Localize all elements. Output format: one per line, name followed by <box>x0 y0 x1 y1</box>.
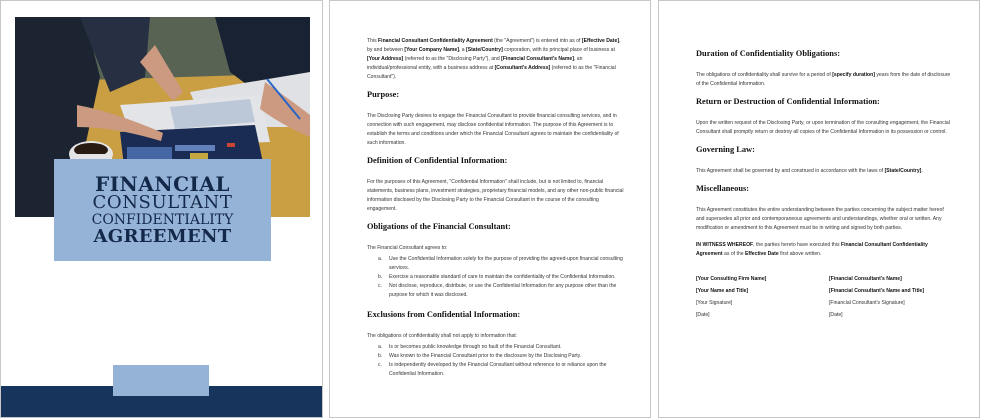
heading-obligations: Obligations of the Financial Consultant: <box>367 222 511 231</box>
cover-title-line-4: AGREEMENT <box>93 226 232 247</box>
sig-left-name-title: [Your Name and Title] <box>696 288 749 294</box>
obligations-intro: The Financial Consultant agrees to: <box>367 245 448 251</box>
document-page-2 <box>329 0 651 418</box>
list-item-text: Is independently developed by the Financial Consultant without reference to or reliance upon the Confidential Information. <box>389 362 607 377</box>
list-marker: c. <box>378 362 382 368</box>
cover-title-box <box>54 159 271 261</box>
heading-purpose: Purpose: <box>367 90 400 99</box>
purpose-paragraph: The Disclosing Party desires to engage the Financial Consultant to provide financial consulting services, and in connection with such engagement, may disclose confidential information. The purpose of this Agreement is to establish the terms and conditions under which the Financial Consultant agrees to maintain the confidentiality of such information. <box>367 113 619 146</box>
heading-duration: Duration of Confidentiality Obligations: <box>696 49 841 58</box>
cover-title-line-2: CONSULTANT <box>92 192 233 213</box>
list-marker: a. <box>378 256 383 262</box>
heading-governing-law: Governing Law: <box>696 145 755 154</box>
list-item-text: Was known to the Financial Consultant prior to the disclosure by the Disclosing Party. <box>389 353 582 359</box>
list-item <box>378 273 624 282</box>
list-item <box>378 352 624 361</box>
list-item-text: Not disclose, reproduce, distribute, or use the Confidential Information for any purpose other than the purpose for which it was disclosed. <box>389 283 617 298</box>
sig-right-date: [Date] <box>829 312 843 318</box>
sig-left-firm: [Your Consulting Firm Name] <box>696 276 767 282</box>
list-item <box>378 255 624 273</box>
cover-title-line-3: CONFIDENTIALITY <box>91 212 234 228</box>
list-item-text: Use the Confidential Information solely for the purpose of providing the agreed-upon financial consulting services. <box>389 256 623 271</box>
sig-left-signature: [Your Signature] <box>696 300 733 306</box>
return-paragraph: Upon the written request of the Disclosing Party, or upon termination of the consulting engagement, the Financial Consultant shall promptly return or destroy all copies of the Confidential Information in its possession or control. <box>696 120 950 135</box>
list-item-text: Is or becomes public knowledge through no fault of the Financial Consultant. <box>389 344 562 350</box>
list-item-text: Exercise a reasonable standard of care to maintain the confidentiality of the Confidential Information. <box>389 274 616 280</box>
heading-definition: Definition of Confidential Information: <box>367 156 508 165</box>
page-2-content <box>367 37 624 389</box>
intro-paragraph: This Financial Consultant Confidentiality Agreement (the "Agreement") is entered into as of [Effective Date], by and between [Your Company Name], a [State/Country] corporation, with its principal place of business at [Your Address] (referred to as the "Disclosing Party"), and [Financial Consultant's Name], an individual/professional entity, with a business address at [Consultant's Address] (referred to as the "Financial Consultant"). <box>367 38 621 80</box>
signature-block <box>696 275 953 320</box>
document-page-3 <box>658 0 980 418</box>
governing-law-paragraph: This Agreement shall be governed by and construed in accordance with the laws of [State/Country]. <box>696 168 923 174</box>
definition-paragraph: For the purposes of this Agreement, "Confidential Information" shall include, but is not limited to, financial statements, business plans, investment strategies, proprietary financial models, and any other non-public financial information disclosed by the Disclosing Party to the Financial Consultant in the course of the consulting engagement. <box>367 179 624 212</box>
list-item <box>378 282 624 300</box>
obligations-list <box>378 255 624 300</box>
cover-page <box>0 0 323 418</box>
sig-right-signature: [Financial Consultant's Signature] <box>829 300 905 306</box>
cover-title-line-1: FINANCIAL <box>95 172 230 196</box>
exclusions-intro: The obligations of confidentiality shall not apply to information that: <box>367 333 518 339</box>
duration-paragraph: The obligations of confidentiality shall survive for a period of [specify duration] years from the date of disclosure of the Confidential Information. <box>696 72 951 87</box>
heading-miscellaneous: Miscellaneous: <box>696 184 750 193</box>
list-marker: a. <box>378 344 383 350</box>
sig-right-name-title: [Financial Consultant's Name and Title] <box>829 288 925 294</box>
list-marker: b. <box>378 353 383 359</box>
sig-right-name: [Financial Consultant's Name] <box>829 276 902 282</box>
miscellaneous-paragraph: This Agreement constitutes the entire understanding between the parties concerning the subject matter hereof and supersedes all prior and contemporaneous agreements and understandings, whether oral or written. Any modification or amendment to this Agreement must be in writing and signed by both parties. <box>696 207 944 231</box>
list-marker: b. <box>378 274 383 280</box>
exclusions-list <box>378 343 624 379</box>
list-item <box>378 361 624 379</box>
sig-left-date: [Date] <box>696 312 710 318</box>
page-3-content <box>696 47 953 320</box>
heading-return: Return or Destruction of Confidential Information: <box>696 97 880 106</box>
witness-paragraph: IN WITNESS WHEREOF, the parties hereto have executed this Financial Consultant Confidentiality Agreement as of the Effective Date first above written. <box>696 242 928 257</box>
list-item <box>378 343 624 352</box>
cover-footer-tab <box>113 365 209 396</box>
heading-exclusions: Exclusions from Confidential Information: <box>367 310 521 319</box>
list-marker: c. <box>378 283 382 289</box>
